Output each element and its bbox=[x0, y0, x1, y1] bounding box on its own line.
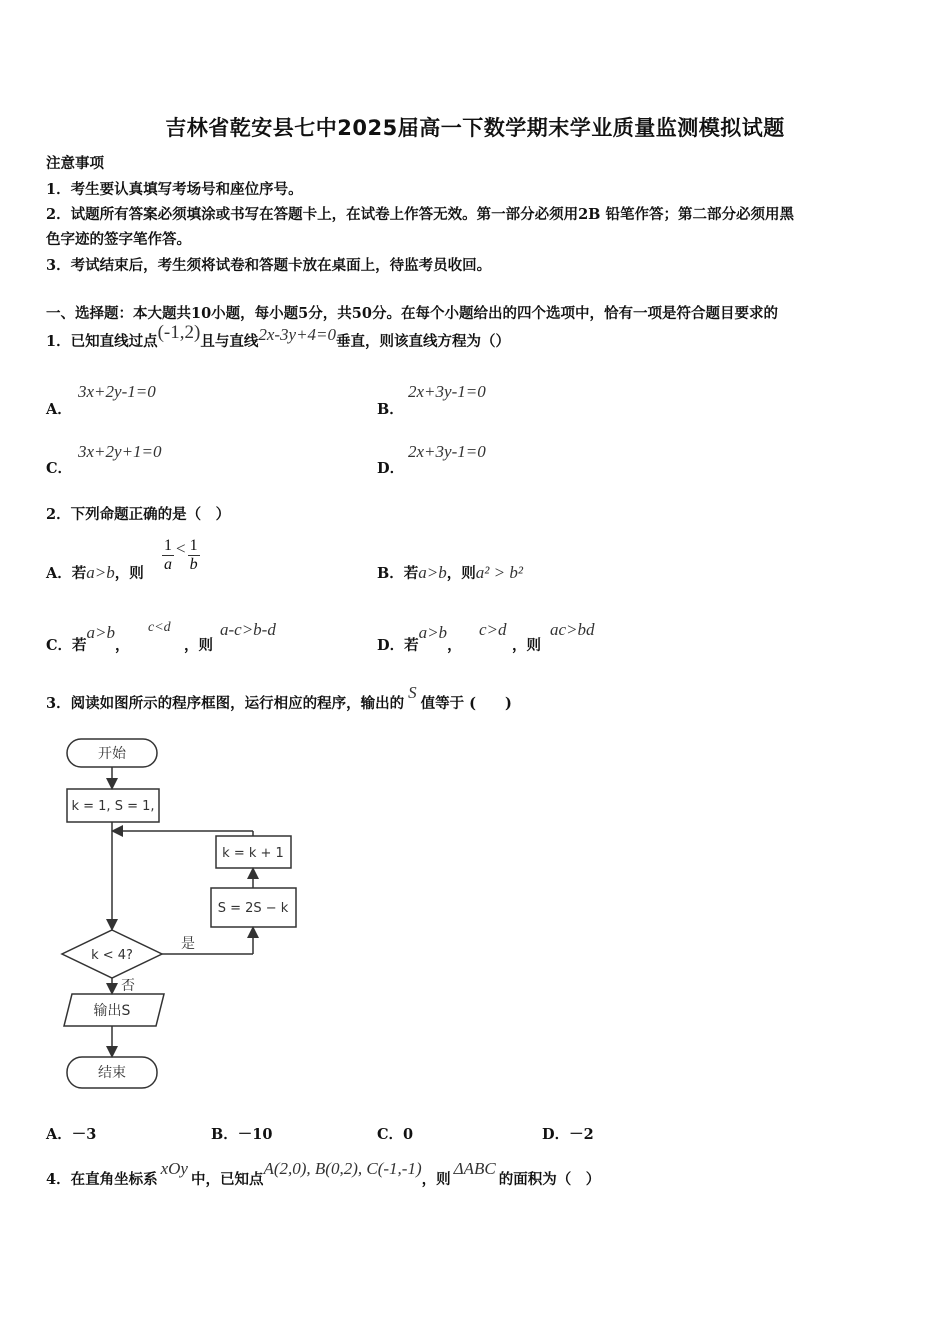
q4-number: 4． bbox=[46, 1171, 71, 1188]
q2-c-cond-1: a>b bbox=[86, 623, 116, 642]
q3-var: S bbox=[408, 683, 417, 702]
section-heading: 一、选择题：本大题共10小题，每小题5分，共50分。在每个小题给出的四个选项中，恰有一项是符合题目要求的 bbox=[46, 305, 778, 322]
q3-option-b bbox=[211, 1123, 272, 1144]
q3-text-1: 阅读如图所示的程序框图，运行相应的程序，输出的 bbox=[70, 695, 405, 712]
q2-a-lt: < bbox=[176, 539, 186, 558]
q3-option-c-value: 0 bbox=[403, 1126, 414, 1143]
q1-option-a: 3x+2y-1=0 bbox=[78, 382, 156, 401]
q2-option-a bbox=[46, 562, 144, 583]
q2-option-b-label: B． bbox=[377, 565, 404, 582]
q2-option-c-label: C． bbox=[46, 637, 73, 654]
flow-init-text: k = 1, S = 1, bbox=[71, 799, 155, 814]
q2-a-frac-2: $\frac{1}{b}$ bbox=[189, 537, 198, 573]
q1-option-d: 2x+3y-1=0 bbox=[408, 442, 486, 461]
q3-option-c-label: C． bbox=[377, 1126, 404, 1143]
q2-b-result: a² > b² bbox=[475, 563, 523, 582]
q2-d-cond-1: a>b bbox=[418, 623, 448, 642]
q1-option-b: 2x+3y-1=0 bbox=[408, 382, 486, 401]
flow-inc-text: k = k + 1 bbox=[222, 846, 284, 861]
q2-a-then: ，则 bbox=[114, 565, 144, 582]
question-2 bbox=[46, 503, 230, 524]
q2-option-a-label: A． bbox=[46, 565, 72, 582]
q3-option-a-label: A． bbox=[46, 1126, 72, 1143]
q2-a-result bbox=[162, 537, 200, 574]
q2-c-then: ，则 bbox=[184, 637, 213, 654]
flow-cond-text: k < 4? bbox=[91, 948, 133, 963]
q2-a-cond: a>b bbox=[86, 563, 115, 582]
q4-text-1: 在直角坐标系 bbox=[70, 1171, 158, 1188]
notice-item-2: 2．试题所有答案必须填涂或书写在答题卡上，在试卷上作答无效。第一部分必须用2B 铅笔作答；第二部分必须用黑 bbox=[46, 206, 794, 223]
q3-option-d bbox=[542, 1123, 594, 1144]
q1-option-a-label: A． bbox=[46, 401, 72, 418]
q3-option-b-value: －10 bbox=[237, 1126, 273, 1143]
q1-line: 2x-3y+4=0 bbox=[258, 325, 337, 344]
notice-item-1: 1．考生要认真填写考场号和座位序号。 bbox=[46, 181, 303, 198]
q2-a-if: 若 bbox=[71, 565, 87, 582]
q2-d-if: 若 bbox=[404, 637, 419, 654]
q2-d-then: ，则 bbox=[512, 637, 541, 654]
q4-text-4: 的面积为（ ） bbox=[498, 1171, 601, 1188]
q2-c-result: a-c>b-d bbox=[220, 620, 276, 639]
q3-text-2: 值等于 ( ) bbox=[420, 695, 512, 712]
notice-heading: 注意事项 bbox=[46, 155, 104, 172]
q1-point: (-1,2) bbox=[157, 322, 201, 343]
q2-c-if: 若 bbox=[72, 637, 87, 654]
q3-number: 3． bbox=[46, 695, 71, 712]
flow-end-text: 结束 bbox=[98, 1065, 126, 1081]
q2-c-comma: ， bbox=[115, 637, 130, 654]
q1-option-c-label: C． bbox=[46, 460, 73, 477]
flow-yes-label: 是 bbox=[181, 936, 195, 952]
q1-text-1: 已知直线过点 bbox=[70, 333, 158, 350]
q1-number: 1． bbox=[46, 333, 71, 350]
flowchart bbox=[50, 730, 320, 1095]
q1-option-d-label: D． bbox=[377, 460, 405, 477]
q2-option-d bbox=[377, 623, 462, 655]
q4-text-3: ，则 bbox=[421, 1171, 451, 1188]
flow-no-label: 否 bbox=[121, 978, 135, 994]
q2-d-result: ac>bd bbox=[550, 620, 595, 639]
q2-number: 2． bbox=[46, 506, 71, 523]
q2-b-if: 若 bbox=[403, 565, 419, 582]
q1-option-b-label: B． bbox=[377, 401, 404, 418]
flow-output-text: 输出S bbox=[93, 1003, 131, 1019]
q2-b-then: ，则 bbox=[446, 565, 476, 582]
q2-d-cond-2: c>d bbox=[479, 620, 507, 639]
q1-text-2: 且与直线 bbox=[200, 333, 259, 350]
question-1 bbox=[46, 322, 511, 352]
q4-points: A(2,0), B(0,2), C(-1,-1) bbox=[263, 1159, 422, 1178]
q1-option-c: 3x+2y+1=0 bbox=[78, 442, 162, 461]
q3-option-c bbox=[377, 1123, 413, 1144]
notice-item-3: 3．考试结束后，考生须将试卷和答题卡放在桌面上，待监考员收回。 bbox=[46, 257, 492, 274]
q2-stem: 下列命题正确的是（ ） bbox=[70, 506, 231, 523]
flow-start-text: 开始 bbox=[98, 746, 126, 762]
question-3 bbox=[46, 683, 512, 713]
q2-option-d-label: D． bbox=[377, 637, 405, 654]
q2-d-comma: ， bbox=[447, 637, 462, 654]
question-4 bbox=[46, 1159, 601, 1189]
flow-update-text: S = 2S − k bbox=[217, 901, 289, 916]
q4-triangle: ΔABC bbox=[453, 1159, 496, 1178]
q3-option-a bbox=[46, 1123, 96, 1144]
q3-option-a-value: －3 bbox=[71, 1126, 97, 1143]
q1-text-3: 垂直，则该直线方程为（） bbox=[336, 333, 511, 350]
q3-option-d-label: D． bbox=[542, 1126, 570, 1143]
q4-text-2: 中，已知点 bbox=[190, 1171, 264, 1188]
q2-c-cond-2: c<d bbox=[148, 620, 171, 635]
page-title: 吉林省乾安县七中2025届高一下数学期末学业质量监测模拟试题 bbox=[165, 116, 785, 140]
q3-option-b-label: B． bbox=[211, 1126, 238, 1143]
notice-item-2-cont: 色字迹的签字笔作答。 bbox=[46, 231, 191, 248]
q2-b-cond: a>b bbox=[418, 563, 447, 582]
q2-a-frac-1: $\frac{1}{a}$ bbox=[164, 537, 172, 573]
q3-option-d-value: －2 bbox=[569, 1126, 594, 1143]
q2-option-c bbox=[46, 623, 130, 655]
q2-option-b bbox=[377, 562, 523, 583]
q4-sys: xOy bbox=[160, 1159, 188, 1178]
